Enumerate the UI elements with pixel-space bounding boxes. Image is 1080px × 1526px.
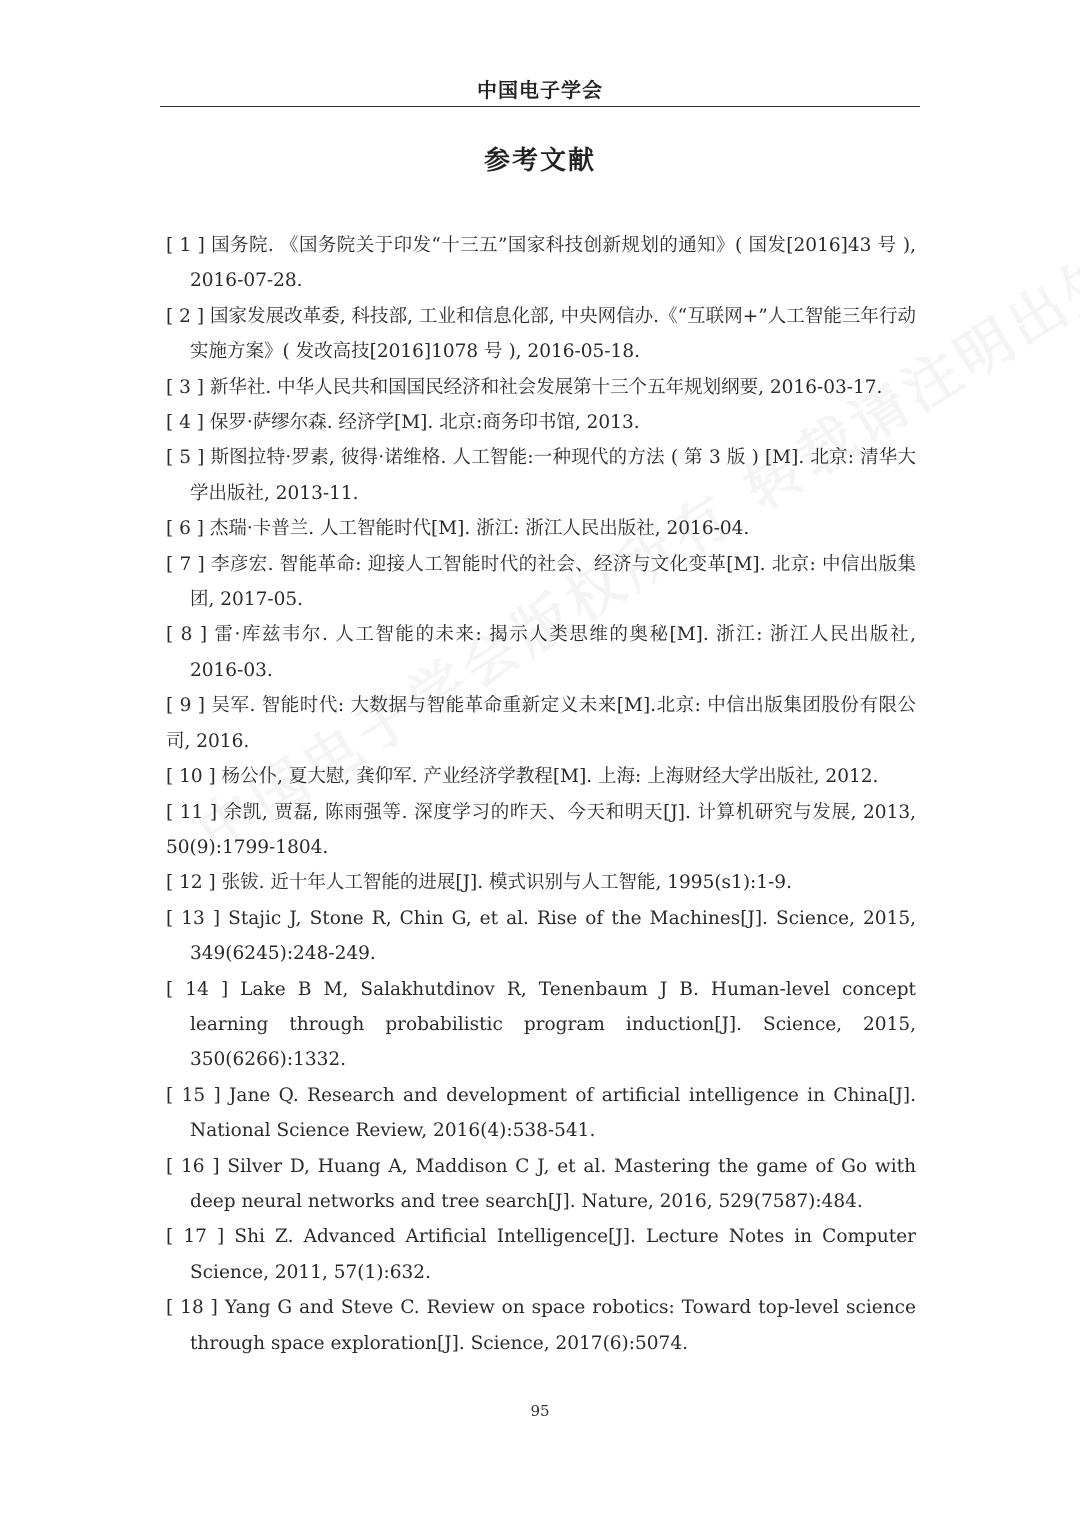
- reference-item: [166, 1219, 916, 1290]
- reference-number: [ 8 ]: [166, 624, 215, 646]
- reference-item: [166, 1149, 916, 1220]
- reference-item: [166, 972, 916, 1078]
- reference-text: 国家发展改革委, 科技部, 工业和信息化部, 中央网信办.《“互联网+”人工智能三年行动实施方案》( 发改高技[2016]1078 号 ), 2016-05-18.: [190, 305, 916, 363]
- reference-number: [ 12 ]: [166, 872, 222, 894]
- reference-number: [ 1 ]: [166, 235, 212, 256]
- reference-number: [ 7 ]: [166, 553, 211, 575]
- reference-text: 杨公仆, 夏大慰, 龚仰军. 产业经济学教程[M]. 上海: 上海财经大学出版社, 2012.: [221, 766, 879, 788]
- reference-number: [ 4 ]: [166, 412, 210, 434]
- reference-text: Jane Q. Research and development of artificial intelligence in China[J]. National Science Review, 2016(4):538-541.: [190, 1084, 916, 1142]
- reference-text: 保罗·萨缪尔森. 经济学[M]. 北京:商务印书馆, 2013.: [209, 412, 640, 434]
- reference-list: [166, 228, 916, 1361]
- reference-item: [166, 759, 916, 794]
- page-title: 参考文献: [483, 146, 596, 176]
- reference-item: [166, 865, 916, 900]
- reference-text: Silver D, Huang A, Maddison C J, et al. Mastering the game of Go with deep neural networks and tree search[J]. Nature, 2016, 529(7587):484.: [190, 1155, 916, 1212]
- reference-item: [166, 547, 916, 618]
- reference-text: 新华社. 中华人民共和国国民经济和社会发展第十三个五年规划纲要, 2016-03-17.: [209, 376, 883, 398]
- reference-number: [ 5 ]: [166, 447, 211, 469]
- header-divider: [160, 106, 920, 107]
- reference-item: [166, 1290, 916, 1361]
- reference-number: [ 3 ]: [166, 376, 210, 398]
- reference-text: 杰瑞·卡普兰. 人工智能时代[M]. 浙江: 浙江人民出版社, 2016-04.: [209, 518, 750, 540]
- reference-text: Stajic J, Stone R, Chin G, et al. Rise of the Machines[J]. Science, 2015, 349(6245):248-249.: [190, 907, 916, 965]
- reference-text: 余凯, 贾磊, 陈雨强等. 深度学习的昨天、今天和明天[J]. 计算机研究与发展, 2013, 50(9):1799-1804.: [166, 801, 916, 858]
- reference-item: [166, 511, 916, 546]
- reference-number: [ 9 ]: [166, 695, 212, 717]
- reference-number: [ 2 ]: [166, 305, 210, 327]
- reference-item: [166, 228, 916, 299]
- reference-item: [166, 688, 916, 759]
- reference-text: 李彦宏. 智能革命: 迎接人工智能时代的社会、经济与文化变革[M]. 北京: 中信出版集团, 2017-05.: [190, 553, 916, 611]
- reference-number: [ 11 ]: [166, 801, 224, 823]
- reference-number: [ 16 ]: [166, 1155, 228, 1177]
- reference-text: 斯图拉特·罗素, 彼得·诺维格. 人工智能:一种现代的方法 ( 第 3 版 ) [M]. 北京: 清华大学出版社, 2013-11.: [190, 447, 916, 504]
- reference-text: Lake B M, Salakhutdinov R, Tenenbaum J B. Human-level concept learning through probabilistic program induction[J]. Science, 2015, 350(6266):1332.: [190, 978, 916, 1071]
- reference-number: [ 10 ]: [166, 766, 222, 788]
- reference-text: Shi Z. Advanced Artificial Intelligence[J]. Lecture Notes in Computer Science, 2011, 57(1):632.: [190, 1226, 916, 1283]
- reference-item: [166, 370, 916, 405]
- reference-text: Yang G and Steve C. Review on space robotics: Toward top-level science through space exploration[J]. Science, 2017(6):5074.: [190, 1297, 916, 1354]
- reference-number: [ 15 ]: [166, 1084, 230, 1106]
- reference-number: [ 14 ]: [166, 978, 241, 1000]
- reference-text: 吴军. 智能时代: 大数据与智能革命重新定义未来[M].北京: 中信出版集团股份有限公司, 2016.: [166, 695, 916, 752]
- page-number: 95: [530, 1402, 550, 1420]
- reference-item: [166, 901, 916, 972]
- running-header: 中国电子学会: [477, 78, 603, 102]
- reference-text: 雷·库兹韦尔. 人工智能的未来: 揭示人类思维的奥秘[M]. 浙江: 浙江人民出版社, 2016-03.: [190, 624, 916, 681]
- reference-number: [ 17 ]: [166, 1226, 235, 1248]
- reference-number: [ 6 ]: [166, 518, 210, 540]
- reference-number: [ 13 ]: [166, 907, 229, 929]
- reference-item: [166, 1078, 916, 1149]
- reference-item: [166, 617, 916, 688]
- reference-text: 张钹. 近十年人工智能的进展[J]. 模式识别与人工智能, 1995(s1):1-9.: [221, 872, 792, 894]
- reference-item: [166, 440, 916, 511]
- reference-number: [ 18 ]: [166, 1297, 225, 1319]
- reference-item: [166, 795, 916, 866]
- reference-item: [166, 299, 916, 370]
- reference-text: 国务院. 《国务院关于印发“十三五”国家科技创新规划的通知》( 国发[2016]43 号 ), 2016-07-28.: [190, 235, 916, 292]
- reference-item: [166, 405, 916, 440]
